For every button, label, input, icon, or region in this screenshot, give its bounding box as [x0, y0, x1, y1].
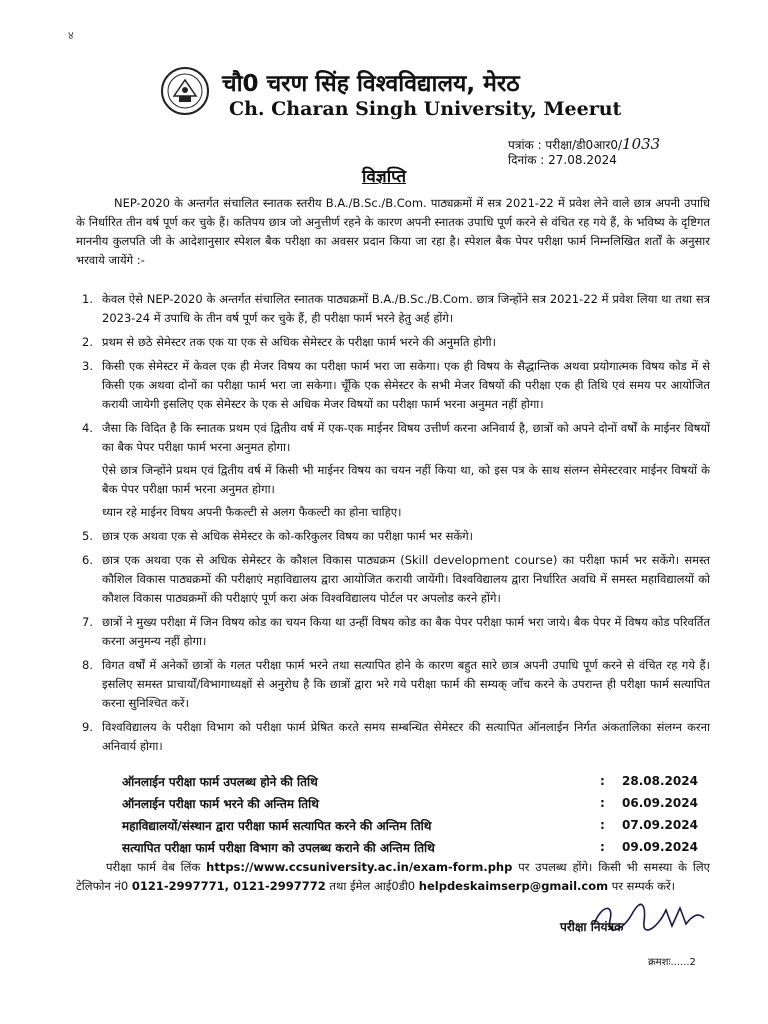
- schedule-row: [122, 792, 702, 814]
- item-text-block: [102, 419, 710, 522]
- exam-form-weblink[interactable]: https://www.ccsuniversity.ac.in/exam-form.php: [206, 860, 513, 874]
- list-item: [82, 333, 710, 352]
- conditions-list: [82, 290, 710, 761]
- closing-text-4: पर सम्पर्क करें।: [608, 879, 676, 893]
- schedule-label: ऑनलाईन परीक्षा फार्म भरने की अन्तिम तिथि: [122, 796, 319, 811]
- item-number: 8.: [82, 658, 93, 672]
- schedule-colon: :: [600, 774, 605, 788]
- schedule-label: ऑनलाईन परीक्षा फार्म उपलब्ध होने की तिथि: [122, 774, 318, 789]
- closing-text-1: परीक्षा फार्म वेब लिंक: [106, 860, 207, 874]
- item-extra-note: ध्यान रहे माईनर विषय अपनी फैकल्टी से अलग फैकल्टी का होना चाहिए।: [102, 505, 402, 519]
- schedule-row: [122, 836, 702, 858]
- schedule-date: 28.08.2024: [622, 774, 698, 788]
- date-label: दिनांक :: [508, 153, 545, 167]
- reference-handwritten-number: 1033: [622, 135, 661, 153]
- schedule-row: [122, 770, 702, 792]
- closing-text-3: तथा ईमेल आई0डी0: [325, 879, 419, 893]
- schedule-label: महाविद्यालयों/संस्थान द्वारा परीक्षा फार्म सत्यापित करने की अन्तिम तिथि: [122, 818, 432, 833]
- item-text: छात्र एक अथवा एक से अधिक सेमेस्टर के कौशल विकास पाठ्यक्रम (Skill development course) का परीक्षा फार्म भर सकेंगे। समस्त कौशिल विकास पाठ्यक्रमों की परीक्षाएं महाविद्यालय द्वारा आयोजित करायी जायेंगी। विश्वविद्यालय द्वारा निर्धारित अवधि में समस्त महाविद्यालयों को कौशल विकास पाठ्यक्रमों की परीक्षाएं पूर्ण करा अंक विश्वविद्यालय पोर्टल पर अपलोड करने होंगे।: [102, 553, 710, 605]
- closing-text-2: पर उपलब्ध होंगे। किसी भी समस्या के लिए टेलिफोन नं0: [76, 860, 710, 893]
- item-text: छात्रों ने मुख्य परीक्षा में जिन विषय कोड का चयन किया था उन्हीं विषय कोड का बैक पेपर परीक्षा फार्म भरा जाये। बैक पेपर में विषय कोड परिवर्तित करना अनुमन्य नहीं होगा।: [102, 615, 710, 648]
- notice-title: विज्ञप्ति: [361, 167, 407, 187]
- page-continuation: क्रमशः......2: [648, 957, 696, 968]
- item-extra-text: ऐसे छात्र जिन्होंने प्रथम एवं द्वितीय वर्ष में किसी भी माईनर विषय का चयन नहीं किया था, को इस पत्र के साथ संलग्न सेमेस्टरवार माईनर विषयों के बैक पेपर परीक्षा फार्म भरना अनुमत होगा।: [102, 463, 710, 496]
- list-item: [82, 613, 710, 651]
- item-text: जैसा कि विदित है कि स्नातक प्रथम एवं द्वितीय वर्ष में एक-एक माईनर विषय उत्तीर्ण करना अनिवार्य है, छात्रों को अपने दोनों वर्षों के माईनर विषयों का बैक पेपर परीक्षा फार्म भरना अनुमत होगा।: [102, 421, 710, 454]
- schedule-date: 06.09.2024: [622, 796, 698, 810]
- item-text: छात्र एक अथवा एक से अधिक सेमेस्टर के को-करिकुलर विषय का परीक्षा फार्म भर सकेंगे।: [102, 529, 474, 543]
- list-item: [82, 357, 710, 414]
- item-text: किसी एक सेमेस्टर में केवल एक ही मेजर विषय का परीक्षा फार्म भरा जा सकेगा। एक ही विषय के सैद्धान्तिक अथवा प्रयोगात्मक विषय कोड में से किसी एक अथवा दोनों का परीक्षा फार्म भरा जा सकेगा। चूँकि एक सेमेस्टर के सभी मेजर विषयों की परीक्षा एक ही तिथि एवं समय पर आयोजित करायी जायेगी इसलिए एक सेमेस्टर के एक से अधिक मेजर विषयों का परीक्षा फार्म भरना अनुमत नहीं होगा।: [102, 359, 710, 411]
- item-text: विगत वर्षों में अनेकों छात्रों के गलत परीक्षा फार्म भरने तथा सत्यापित होने के कारण बहुत सारे छात्र अपनी उपाधि पूर्ण करने से वंचित रह गये हैं। इसलिए समस्त प्राचार्यों/विभागाध्यक्षों से अनुरोध है कि छात्रों द्वारा भरे गये परीक्षा फार्म की सम्यक् जाँच करने के उपरान्त ही परीक्षा फार्म सत्यापित करना सुनिश्चित करें।: [102, 658, 710, 710]
- list-item: [82, 656, 710, 713]
- list-item: [82, 419, 710, 522]
- helpdesk-email[interactable]: helpdeskaimserp@gmail.com: [418, 879, 609, 893]
- schedule-date: 07.09.2024: [622, 818, 698, 832]
- item-number: 6.: [82, 553, 93, 567]
- list-item: [82, 527, 710, 546]
- item-number: 2.: [82, 335, 93, 349]
- helpline-phones: 0121-2997771, 0121-2997772: [131, 879, 326, 893]
- reference-label: पत्रांक : परीक्षा/डी0आर0/: [508, 138, 623, 152]
- schedule-colon: :: [600, 796, 605, 810]
- closing-paragraph: [76, 858, 710, 896]
- item-number: 4.: [82, 421, 93, 435]
- schedule-colon: :: [600, 818, 605, 832]
- university-name-english: Ch. Charan Singh University, Meerut: [229, 98, 622, 120]
- intro-paragraph: NEP-2020 के अन्तर्गत संचालित स्नातक स्तरीय B.A./B.Sc./B.Com. पाठ्यक्रमों में सत्र 2021-22 में प्रवेश लेने वाले छात्र अपनी उपाधि के निर्धारित तीन वर्ष पूर्ण कर चुके हैं। कतिपय छात्र जो अनुत्तीर्ण रहने के कारण अपनी स्नातक उपाधि पूर्ण करने से वंचित रह गये हैं, के भविष्य के दृष्टिगत माननीय कुलपति जी के आदेशानुसार स्पेशल बैक परीक्षा का अवसर प्रदान किया जा रहा है। स्पेशल बैक पेपर परीक्षा फार्म निम्नलिखित शर्तों के अनुसार भरवाये जायेंगे :-: [76, 196, 710, 267]
- item-number: 3.: [82, 359, 93, 373]
- item-text: केवल ऐसे NEP-2020 के अन्तर्गत संचालित स्नातक पाठ्यक्रमों B.A./B.Sc./B.Com. छात्र जिन्होंने सत्र 2021-22 में प्रवेश लिया था तथा सत्र 2023-24 में उपाधि के तीन वर्ष पूर्ण कर चुके हैं, ही परीक्षा फार्म भरने हेतु अर्ह होंगे।: [102, 292, 710, 325]
- list-item: [82, 718, 710, 756]
- schedule-row: [122, 814, 702, 836]
- item-number: 9.: [82, 720, 93, 734]
- signatory-title: परीक्षा नियंत्रक: [560, 920, 624, 934]
- item-number: 7.: [82, 615, 93, 629]
- university-seal-icon: [160, 66, 210, 116]
- item-number: 5.: [82, 529, 93, 543]
- corner-mark: ४: [68, 29, 74, 42]
- item-text: प्रथम से छठे सेमेस्टर तक एक या एक से अधिक सेमेस्टर के परीक्षा फार्म भरने की अनुमति होगी।: [102, 335, 496, 349]
- item-text: विश्वविद्यालय के परीक्षा विभाग को परीक्षा फार्म प्रेषित करते समय सम्बन्धित सेमेस्टर की सत्यापित ऑनलाईन निर्गत अंकतालिका संलग्न करना अनिवार्य होगा।: [102, 720, 710, 753]
- list-item: [82, 290, 710, 328]
- list-item: [82, 551, 710, 608]
- item-number: 1.: [82, 292, 93, 306]
- university-name-hindi: चौ0 चरण सिंह विश्वविद्यालय, मेरठ: [222, 71, 520, 97]
- schedule-table: [122, 770, 702, 858]
- schedule-colon: :: [600, 840, 605, 854]
- date-value: 27.08.2024: [548, 153, 617, 167]
- schedule-date: 09.09.2024: [622, 840, 698, 854]
- schedule-label: सत्यापित परीक्षा फार्म परीक्षा विभाग को उपलब्ध कराने की अन्तिम तिथि: [122, 840, 435, 855]
